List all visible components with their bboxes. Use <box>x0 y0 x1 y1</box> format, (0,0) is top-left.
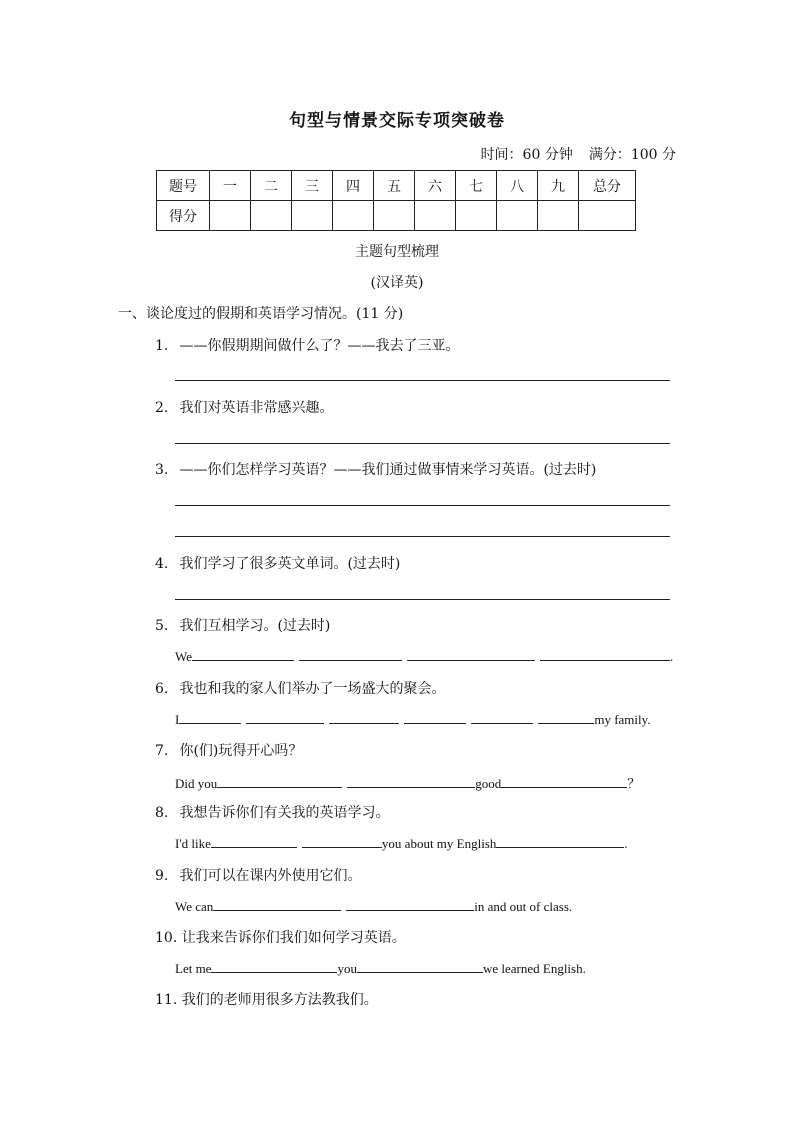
blank[interactable] <box>347 775 475 788</box>
question-text: 我也和我的家人们举办了一场盛大的聚会。 <box>179 681 446 697</box>
blank[interactable] <box>299 648 402 661</box>
blank[interactable] <box>211 835 297 848</box>
score-cell[interactable] <box>456 201 497 231</box>
score-table-col: 二 <box>251 171 292 201</box>
fill-text: I <box>175 712 180 727</box>
score-table <box>156 170 636 231</box>
section-heading: 主题句型梳理 <box>355 244 439 260</box>
fill-text: Let me <box>175 961 212 976</box>
blank[interactable] <box>346 898 474 911</box>
blank[interactable] <box>246 711 324 724</box>
blank[interactable] <box>213 898 341 911</box>
fill-text: Did you <box>175 776 218 791</box>
score-table-score-row <box>157 201 636 231</box>
fill-text: good <box>475 776 502 791</box>
question-2 <box>155 397 333 417</box>
blank[interactable] <box>471 711 533 724</box>
fill-text: . <box>670 649 674 664</box>
fill-in-10 <box>175 960 586 977</box>
part-one-heading: 一、谈论度过的假期和英语学习情况。(11 分) <box>118 306 404 322</box>
question-text: 我们对英语非常感兴趣。 <box>179 400 334 416</box>
question-10 <box>155 927 406 947</box>
question-6 <box>155 678 445 698</box>
score-table-col: 五 <box>374 171 415 201</box>
section-subheading: (汉译英) <box>370 275 424 291</box>
fill-text: you about my English <box>381 836 497 851</box>
question-number: 4. <box>155 556 169 572</box>
blank[interactable] <box>496 835 624 848</box>
time-limit: 时间：60 分钟 <box>480 147 573 163</box>
question-text: 我想告诉你们有关我的英语学习。 <box>179 805 390 821</box>
answer-line[interactable] <box>175 505 670 506</box>
blank[interactable] <box>217 775 342 788</box>
question-8 <box>155 802 389 822</box>
score-cell[interactable] <box>251 201 292 231</box>
score-table-col: 三 <box>292 171 333 201</box>
question-number: 11. <box>155 992 178 1008</box>
question-number: 9. <box>155 868 169 884</box>
question-text: 我们可以在课内外使用它们。 <box>179 868 362 884</box>
fill-in-8 <box>175 835 628 852</box>
question-number: 1. <box>155 338 169 354</box>
fill-text: we learned English. <box>482 961 586 976</box>
question-7 <box>155 740 302 760</box>
question-3 <box>155 459 596 479</box>
question-number: 10. <box>155 930 178 946</box>
fill-in-6 <box>175 711 651 728</box>
question-text: ——你假期期间做什么了？——我去了三亚。 <box>179 338 460 354</box>
question-text: 让我来告诉你们我们如何学习英语。 <box>181 930 406 946</box>
blank[interactable] <box>538 711 594 724</box>
blank[interactable] <box>540 648 670 661</box>
question-number: 6. <box>155 681 169 697</box>
score-table-col: 六 <box>415 171 456 201</box>
fill-text: I'd like <box>175 836 211 851</box>
answer-line[interactable] <box>175 443 670 444</box>
question-number: 8. <box>155 805 169 821</box>
fill-text: in and out of class. <box>474 899 573 914</box>
fill-text: We <box>175 649 192 664</box>
fill-text: . <box>624 836 628 851</box>
page-title: 句型与情景交际专项突破卷 <box>289 111 505 131</box>
question-9 <box>155 865 361 885</box>
score-table-header-row <box>157 171 636 201</box>
blank[interactable] <box>357 960 483 973</box>
score-table-label: 题号 <box>157 171 210 201</box>
score-cell[interactable] <box>333 201 374 231</box>
blank[interactable] <box>211 960 337 973</box>
question-1 <box>155 335 459 355</box>
blank[interactable] <box>407 648 535 661</box>
answer-line[interactable] <box>175 380 670 381</box>
question-number: 2. <box>155 400 169 416</box>
score-cell[interactable] <box>538 201 579 231</box>
score-table-col: 一 <box>210 171 251 201</box>
fill-text: ？ <box>627 776 641 791</box>
score-cell[interactable] <box>415 201 456 231</box>
question-text: 我们学习了很多英文单词。(过去时) <box>179 556 401 572</box>
score-cell[interactable] <box>210 201 251 231</box>
full-score: 满分：100 分 <box>588 147 676 163</box>
score-cell[interactable] <box>374 201 415 231</box>
question-11 <box>155 989 378 1009</box>
question-text: ——你们怎样学习英语？——我们通过做事情来学习英语。(过去时) <box>179 462 597 478</box>
blank[interactable] <box>404 711 466 724</box>
score-table-col: 七 <box>456 171 497 201</box>
fill-text: my family. <box>594 712 651 727</box>
score-table-col: 四 <box>333 171 374 201</box>
fill-in-7 <box>175 773 640 792</box>
question-4 <box>155 553 400 573</box>
question-text: 我们互相学习。(过去时) <box>179 618 331 634</box>
blank[interactable] <box>501 775 627 788</box>
fill-text: We can <box>175 899 214 914</box>
question-text: 我们的老师用很多方法教我们。 <box>181 992 378 1008</box>
score-cell[interactable] <box>497 201 538 231</box>
blank[interactable] <box>192 648 294 661</box>
question-number: 3. <box>155 462 169 478</box>
fill-in-5 <box>175 648 673 665</box>
score-cell[interactable] <box>579 201 636 231</box>
score-row-label: 得分 <box>157 201 210 231</box>
question-number: 7. <box>155 743 169 759</box>
score-table-total: 总分 <box>579 171 636 201</box>
answer-line[interactable] <box>175 536 670 537</box>
score-table-col: 八 <box>497 171 538 201</box>
answer-line[interactable] <box>175 599 670 600</box>
blank[interactable] <box>179 711 241 724</box>
blank[interactable] <box>302 835 382 848</box>
question-number: 5. <box>155 618 169 634</box>
fill-text: you <box>337 961 357 976</box>
exam-meta <box>481 144 676 164</box>
score-table-col: 九 <box>538 171 579 201</box>
blank[interactable] <box>329 711 399 724</box>
question-5 <box>155 615 330 635</box>
score-cell[interactable] <box>292 201 333 231</box>
question-text: 你(们)玩得开心吗？ <box>179 743 303 759</box>
fill-in-9 <box>175 898 572 915</box>
